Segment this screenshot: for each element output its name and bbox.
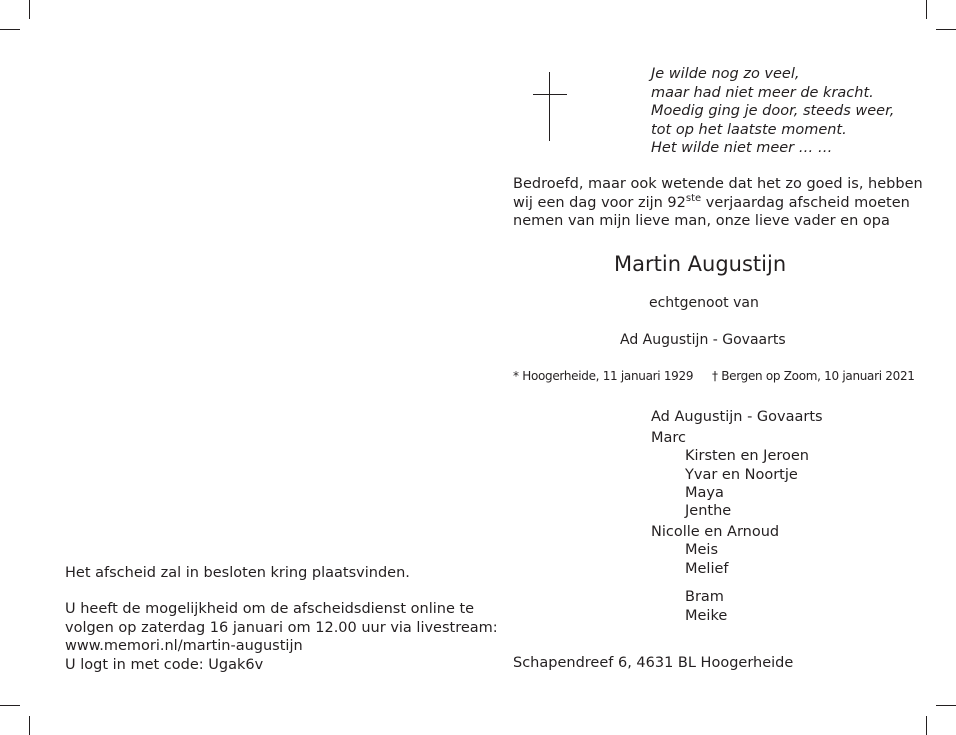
family-grandchild: Maya (685, 485, 724, 501)
family-grandchild: Yvar en Noortje (685, 467, 798, 483)
family-grandchild: Bram (685, 589, 724, 605)
address: Schapendreef 6, 4631 BL Hoogerheide (513, 655, 794, 671)
poem-line: Moedig ging je door, steeds weer, (651, 103, 895, 119)
announcement-fragment: wij een dag voor zijn 92 (513, 194, 686, 211)
announcement-fragment: verjaardag afscheid moeten (701, 194, 910, 211)
crop-mark (29, 716, 30, 735)
family-grandchild: Meike (685, 608, 728, 624)
crop-mark (0, 705, 20, 706)
announcement-text (513, 175, 923, 231)
crop-mark (926, 716, 927, 735)
farewell-note (65, 564, 410, 583)
crop-mark (936, 705, 956, 706)
crop-mark (29, 0, 30, 19)
family-grandchild: Melief (685, 561, 729, 577)
livestream-url: www.memori.nl/martin-augustijn (65, 638, 303, 654)
poem (651, 65, 894, 158)
family-grandchild: Jenthe (685, 503, 732, 519)
livestream-info (65, 600, 498, 674)
poem-line: tot op het laatste moment. (651, 121, 847, 138)
announcement-line: nemen van mijn lieve man, onze lieve vader en opa (513, 213, 890, 229)
ordinal-suffix: ste (685, 192, 702, 204)
relation-text: echtgenoot van (649, 295, 759, 311)
announcement-line: Bedroefd, maar ook wetende dat het zo goed is, hebben (513, 176, 923, 192)
poem-line: Je wilde nog zo veel, (651, 66, 800, 82)
login-code: U logt in met code: Ugak6v (65, 656, 264, 673)
farewell-line: Het afscheid zal in besloten kring plaatsvinden. (65, 565, 410, 581)
livestream-line: volgen op zaterdag 16 januari om 12.00 uur via livestream: (65, 619, 498, 636)
announcement-line (513, 194, 923, 213)
poem-line: maar had niet meer de kracht. (651, 84, 874, 101)
spouse-name: Ad Augustijn - Govaarts (620, 332, 786, 348)
family-child: Nicolle en Arnoud (651, 524, 780, 540)
family-grandchild: Kirsten en Jeroen (685, 448, 810, 464)
livestream-line: U heeft de mogelijkheid om de afscheidsdienst online te (65, 601, 475, 617)
crop-mark (936, 29, 956, 30)
deceased-name: Martin Augustijn (614, 252, 787, 276)
birth-date: * Hoogerheide, 11 januari 1929 (513, 369, 694, 383)
family-spouse: Ad Augustijn - Govaarts (651, 409, 823, 425)
crop-mark (926, 0, 927, 19)
family-child: Marc (651, 430, 687, 446)
family-grandchild: Meis (685, 542, 719, 558)
death-date: † Bergen op Zoom, 10 januari 2021 (712, 369, 915, 383)
poem-line: Het wilde niet meer … … (651, 140, 833, 156)
crop-mark (0, 29, 20, 30)
